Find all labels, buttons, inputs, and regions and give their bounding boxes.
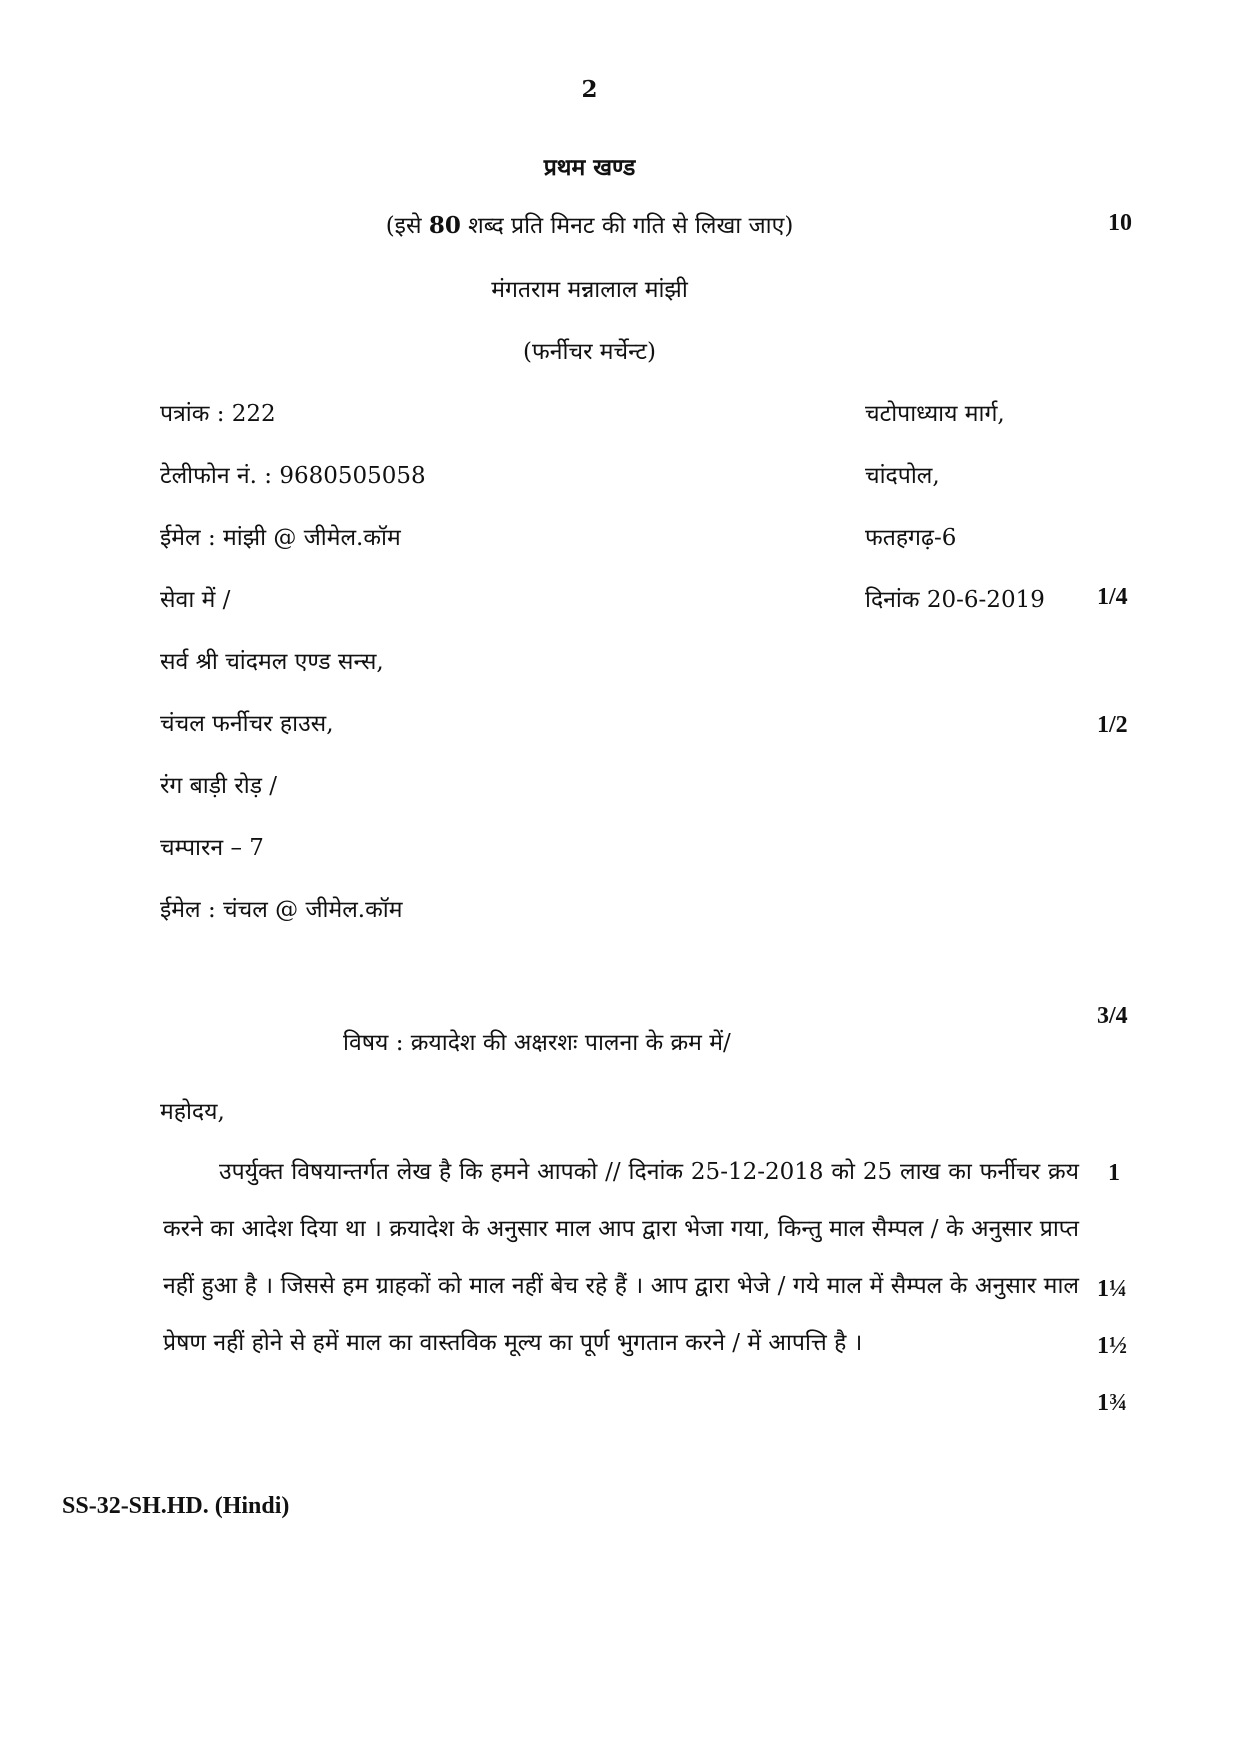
body-mark-1: 1 — [1108, 1160, 1120, 1186]
body-mark-4: 1¾ — [1097, 1390, 1127, 1416]
sender-email: ईमेल : मांझी @ जीमेल.कॉम — [160, 525, 401, 551]
sender-business: (फर्नीचर मर्चेन्ट) — [523, 339, 656, 365]
footer-code: SS-32-SH.HD. (Hindi) — [62, 1493, 290, 1519]
sender-address-line2: चांदपोल, — [865, 463, 940, 489]
recipient-line1: सर्व श्री चांदमल एण्ड सन्स, — [160, 649, 384, 675]
body-text: उपर्युक्त विषयान्तर्गत लेख है कि हमने आपको // दिनांक 25-12-2018 को 25 लाख का फर्नीचर क्रय करने का आदेश दिया था । क्रयादेश के अनुसार माल आप द्वारा भेजा गया, किन्तु माल सैम्पल / के अनुसार प्राप्त नहीं हुआ है । जिससे हम ग्राहकों को माल नहीं बेच रहे हैं । आप द्वारा भेजे / गये माल में सैम्पल के अनुसार माल प्रेषण नहीं होने से हमें माल का वास्तविक मूल्य का पूर्ण भुगतान करने / में आपत्ति है । — [163, 1159, 1079, 1356]
section-title: प्रथम खण्ड — [543, 154, 636, 181]
recipient-line3: रंग बाड़ी रोड़ / — [160, 773, 278, 799]
greeting: महोदय, — [160, 1099, 225, 1125]
salutation-to: सेवा में / — [160, 587, 231, 613]
date-mark: 1/4 — [1097, 584, 1128, 610]
address-mark: 1/2 — [1097, 712, 1128, 738]
sender-phone: टेलीफोन नं. : 9680505058 — [160, 463, 426, 489]
instruction-speed: 80 — [428, 212, 461, 239]
recipient-line4: चम्पारन – 7 — [160, 835, 264, 861]
letter-date: दिनांक 20-6-2019 — [865, 587, 1045, 613]
instruction — [0, 208, 1179, 240]
total-marks: 10 — [1108, 210, 1132, 236]
subject-line: विषय : क्रयादेश की अक्षरशः पालना के क्रम में/ — [343, 1030, 731, 1056]
instruction-suffix: शब्द प्रति मिनट की गति से लिखा जाए) — [460, 213, 794, 239]
reference-number: पत्रांक : 222 — [160, 401, 276, 427]
sender-address-line1: चटोपाध्याय मार्ग, — [865, 401, 1005, 427]
body-mark-2: 1¼ — [1097, 1276, 1127, 1302]
recipient-email: ईमेल : चंचल @ जीमेल.कॉम — [160, 897, 403, 923]
sender-address-line3: फतहगढ़-6 — [865, 525, 957, 551]
recipient-line2: चंचल फर्नीचर हाउस, — [160, 711, 334, 737]
page-number: 2 — [581, 76, 598, 103]
subject-mark: 3/4 — [1097, 1003, 1128, 1029]
body-paragraph — [163, 1144, 1079, 1372]
body-mark-3: 1½ — [1097, 1333, 1127, 1359]
instruction-prefix: (इसे — [385, 213, 429, 239]
sender-name: मंगतराम मन्नालाल मांझी — [491, 277, 688, 303]
